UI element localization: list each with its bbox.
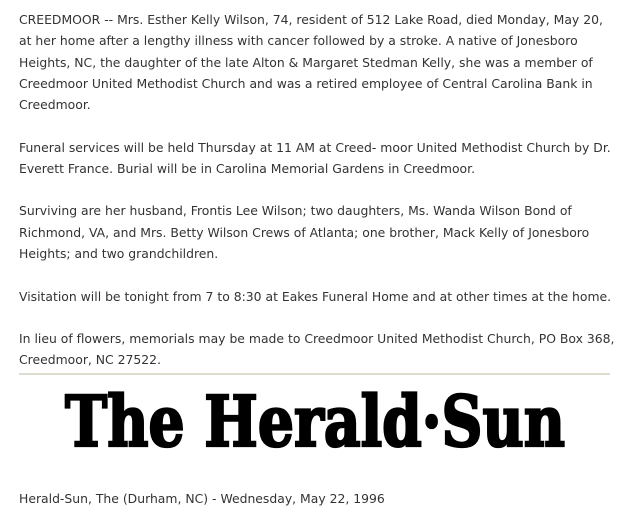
obituary-paragraph-memorials: In lieu of flowers, memorials may be made to Creedmoor United Methodist Church, PO Box 368, Creedmoor, NC 27522. xyxy=(19,331,615,368)
obituary-paragraph-intro: CREEDMOOR -- Mrs. Esther Kelly Wilson, 74, resident of 512 Lake Road, died Monday, May 20, at her home after a lengthy illness with cancer followed by a stroke. A native of Jonesboro Heights, NC, the daughter of the late Alton & Margaret Stedman Kelly, she was a member of Creedmoor United Methodist Church and was a retired employee of Central Carolina Bank in Creedmoor. xyxy=(19,12,603,113)
source-citation: Herald-Sun, The (Durham, NC) - Wednesday, May 22, 1996 xyxy=(19,491,385,506)
section-divider xyxy=(19,373,610,375)
logo-wordmark-text: The Herald·Sun xyxy=(65,380,565,463)
obituary-paragraph-visitation: Visitation will be tonight from 7 to 8:30 at Eakes Funeral Home and at other times at the home. xyxy=(19,288,612,304)
obituary-paragraph-funeral: Funeral services will be held Thursday at 11 AM at Creed- moor United Methodist Church by Dr. Everett France. Burial will be in Carolina Memorial Gardens in Creedmoor. xyxy=(19,139,611,176)
herald-sun-wordmark xyxy=(64,380,566,463)
newspaper-logo xyxy=(64,380,566,463)
obituary-paragraph-survivors: Surviving are her husband, Frontis Lee Wilson; two daughters, Ms. Wanda Wilson Bond of Richmond, VA, and Mrs. Betty Wilson Crews of Atlanta; one brother, Mack Kelly of Jonesboro Heights; and two grandchildren. xyxy=(19,203,590,262)
obituary-article xyxy=(19,9,617,392)
